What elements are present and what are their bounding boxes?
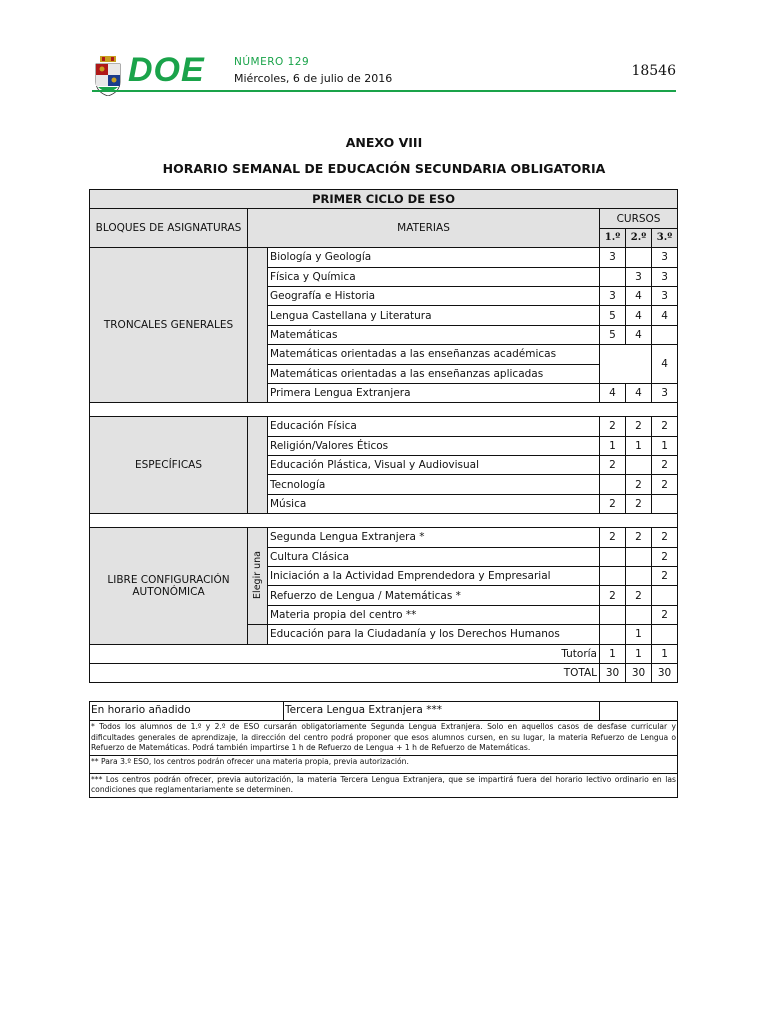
table-row: Religión/Valores Éticos 1 1 1: [90, 436, 678, 455]
table-row: Tecnología 2 2: [90, 475, 678, 494]
block-troncales: TRONCALES GENERALES: [90, 248, 248, 403]
table-row: Refuerzo de Lengua / Matemáticas * 2 2: [90, 586, 678, 605]
subject-cell: Matemáticas orientadas a las enseñanzas académicas: [268, 345, 600, 364]
table-row: Lengua Castellana y Literatura 5 4 4: [90, 306, 678, 325]
page-number: 18546: [631, 63, 676, 79]
header-divider: [92, 90, 676, 92]
issue-date: Miércoles, 6 de julio de 2016: [234, 72, 393, 85]
subject-cell: Educación Física: [268, 417, 600, 436]
choose-one-label: Elegir una: [252, 550, 263, 599]
subject-cell: Música: [268, 494, 600, 513]
footnote-row: [90, 721, 678, 756]
cycle-title: PRIMER CICLO DE ESO: [90, 190, 678, 209]
subject-cell: Matemáticas: [268, 325, 600, 344]
subject-cell: Lengua Castellana y Literatura: [268, 306, 600, 325]
total-label: TOTAL: [90, 663, 600, 682]
subject-cell: Educación Plástica, Visual y Audiovisual: [268, 456, 600, 475]
annex-heading: ANEXO VIII: [345, 135, 423, 150]
subjects-header: MATERIAS: [248, 209, 600, 248]
block-libre: LIBRE CONFIGURACIÓN AUTONÓMICA: [90, 528, 248, 644]
subject-cell: Educación para la Ciudadanía y los Derechos Humanos: [268, 625, 600, 644]
extra-hours-subject: Tercera Lengua Extranjera ***: [284, 702, 600, 721]
subject-cell: Materia propia del centro **: [268, 605, 600, 624]
subject-cell: Tecnología: [268, 475, 600, 494]
course-3-header: 3.º: [652, 228, 678, 247]
table-row: Materia propia del centro ** 2: [90, 605, 678, 624]
footnote-2: ** Para 3.º ESO, los centros podrán ofrecer una materia propia, previa autorización.: [90, 755, 678, 773]
subject-cell: Biología y Geología: [268, 248, 600, 267]
document-title: HORARIO SEMANAL DE EDUCACIÓN SECUNDARIA OBLIGATORIA: [162, 161, 606, 176]
table-row: Educación Plástica, Visual y Audiovisual 2 2: [90, 456, 678, 475]
subject-cell: Primera Lengua Extranjera: [268, 383, 600, 402]
table-row: Matemáticas 5 4: [90, 325, 678, 344]
issue-number: NÚMERO 129: [234, 56, 310, 68]
blocks-header: BLOQUES DE ASIGNATURAS: [90, 209, 248, 248]
course-1-header: 1.º: [600, 228, 626, 247]
extra-hours-label: En horario añadido: [90, 702, 284, 721]
footnote-3: *** Los centros podrán ofrecer, previa autorización, la materia Tercera Lengua Extranjera, que se impartirá fuera del horario lectivo ordinario en las condiciones que reglamentariamente se determinen.: [90, 773, 678, 797]
table-row: Geografía e Historia 3 4 3: [90, 286, 678, 305]
doe-logo: DOE: [128, 51, 205, 89]
tutoria-row: Tutoría 1 1 1: [90, 644, 678, 663]
timetable: [89, 189, 678, 683]
tutoria-label: Tutoría: [90, 644, 600, 663]
subject-cell: Iniciación a la Actividad Emprendedora y Empresarial: [268, 567, 600, 586]
table-row: Física y Química 3 3: [90, 267, 678, 286]
table-row: Iniciación a la Actividad Emprendedora y Empresarial 2: [90, 567, 678, 586]
footnote-1: * Todos los alumnos de 1.º y 2.º de ESO cursarán obligatoriamente Segunda Lengua Extranjera. Solo en aquellos casos de desfase curricular y dificultades generales de aprendizaje, la dirección del centro podrá proponer que esos alumnos cursen, en su lugar, la materia Refuerzo de Lengua o Refuerzo de Matemáticas. Podrá también impartirse 1 h de Refuerzo de Lengua + 1 h de Refuerzo de Matemáticas.: [90, 721, 678, 756]
footnotes-table: [89, 701, 678, 798]
table-row: LIBRE CONFIGURACIÓN AUTONÓMICA Elegir una Segunda Lengua Extranjera * 2 2 2: [90, 528, 678, 547]
subject-cell: Matemáticas orientadas a las enseñanzas aplicadas: [268, 364, 600, 383]
table-row: Cultura Clásica 2: [90, 547, 678, 566]
subject-cell: Física y Química: [268, 267, 600, 286]
subject-cell: Segunda Lengua Extranjera *: [268, 528, 600, 547]
table-row: Educación para la Ciudadanía y los Derechos Humanos 1: [90, 625, 678, 644]
subject-cell: Cultura Clásica: [268, 547, 600, 566]
footnote-row: [90, 773, 678, 797]
table-row: ESPECÍFICAS Educación Física 2 2 2: [90, 417, 678, 436]
total-row: TOTAL 30 30 30: [90, 663, 678, 682]
footnote-row: [90, 755, 678, 773]
course-2-header: 2.º: [626, 228, 652, 247]
table-row: Primera Lengua Extranjera 4 4 3: [90, 383, 678, 402]
subject-cell: Religión/Valores Éticos: [268, 436, 600, 455]
extra-hours-row: [90, 702, 678, 721]
table-row: TRONCALES GENERALES Biología y Geología 3 3: [90, 248, 678, 267]
courses-header: CURSOS: [600, 209, 678, 228]
subject-cell: Refuerzo de Lengua / Matemáticas *: [268, 586, 600, 605]
subject-cell: Geografía e Historia: [268, 286, 600, 305]
math-oriented-hours: 4: [652, 345, 678, 384]
block-especificas: ESPECÍFICAS: [90, 417, 248, 514]
table-row: Música 2 2: [90, 494, 678, 513]
